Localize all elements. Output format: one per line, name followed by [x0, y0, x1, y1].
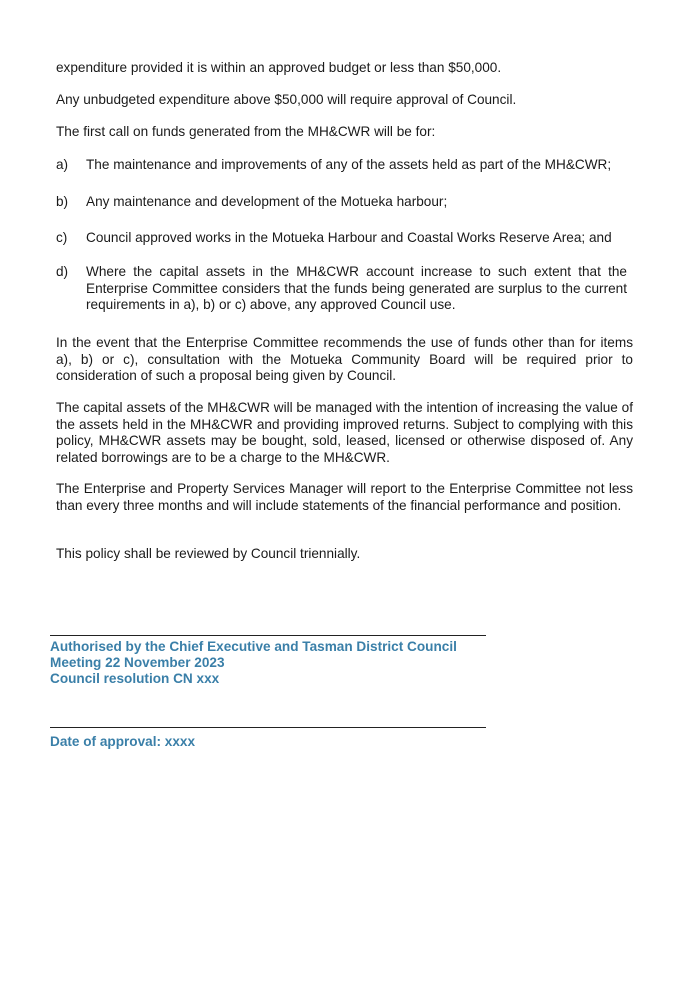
- list-marker: a): [56, 157, 69, 172]
- list-text: The maintenance and improvements of any of the assets held as part of the MH&CWR;: [86, 157, 612, 172]
- paragraph-review: This policy shall be reviewed by Council triennially.: [56, 546, 361, 561]
- list-text: Where the capital assets in the MH&CWR account increase to such extent that the Enterprise Committee considers that the funds being generated are surplus to the current requirements in a), b) or c) above, any approved Council use.: [86, 264, 627, 312]
- list-text: Council approved works in the Motueka Harbour and Coastal Works Reserve Area; and: [86, 230, 612, 245]
- paragraph-manager-report: The Enterprise and Property Services Manager will report to the Enterprise Committee not less than every three months and will include statements of the financial performance and position.: [56, 481, 633, 513]
- paragraph-capital-assets: The capital assets of the MH&CWR will be managed with the intention of increasing the value of the assets held in the MH&CWR and providing improved returns. Subject to complying with this policy, MH&CWR assets may be bought, sold, leased, licensed or otherwise disposed of. Any related borrowings are to be a charge to the MH&CWR.: [56, 400, 633, 465]
- authorised-line-1: Authorised by the Chief Executive and Tasman District Council: [50, 639, 457, 654]
- list-marker: b): [56, 194, 69, 209]
- list-text: Any maintenance and development of the Motueka harbour;: [86, 194, 448, 209]
- paragraph-event: In the event that the Enterprise Committee recommends the use of funds other than for items a), b) or c), consultation with the Motueka Community Board will be required prior to consideration of such a proposal being given by Council.: [56, 335, 633, 383]
- authorised-line-2: Meeting 22 November 2023: [50, 655, 225, 670]
- signature-line: [50, 635, 486, 636]
- authorised-line-3: Council resolution CN xxx: [50, 671, 220, 686]
- date-of-approval: Date of approval: xxxx: [50, 734, 196, 749]
- paragraph-expenditure: expenditure provided it is within an approved budget or less than $50,000.: [56, 60, 502, 75]
- list-marker: d): [56, 264, 69, 279]
- paragraph-first-call: The first call on funds generated from the MH&CWR will be for:: [56, 124, 436, 139]
- approval-date-line: [50, 727, 486, 728]
- paragraph-unbudgeted: Any unbudgeted expenditure above $50,000 will require approval of Council.: [56, 92, 517, 107]
- list-marker: c): [56, 230, 68, 245]
